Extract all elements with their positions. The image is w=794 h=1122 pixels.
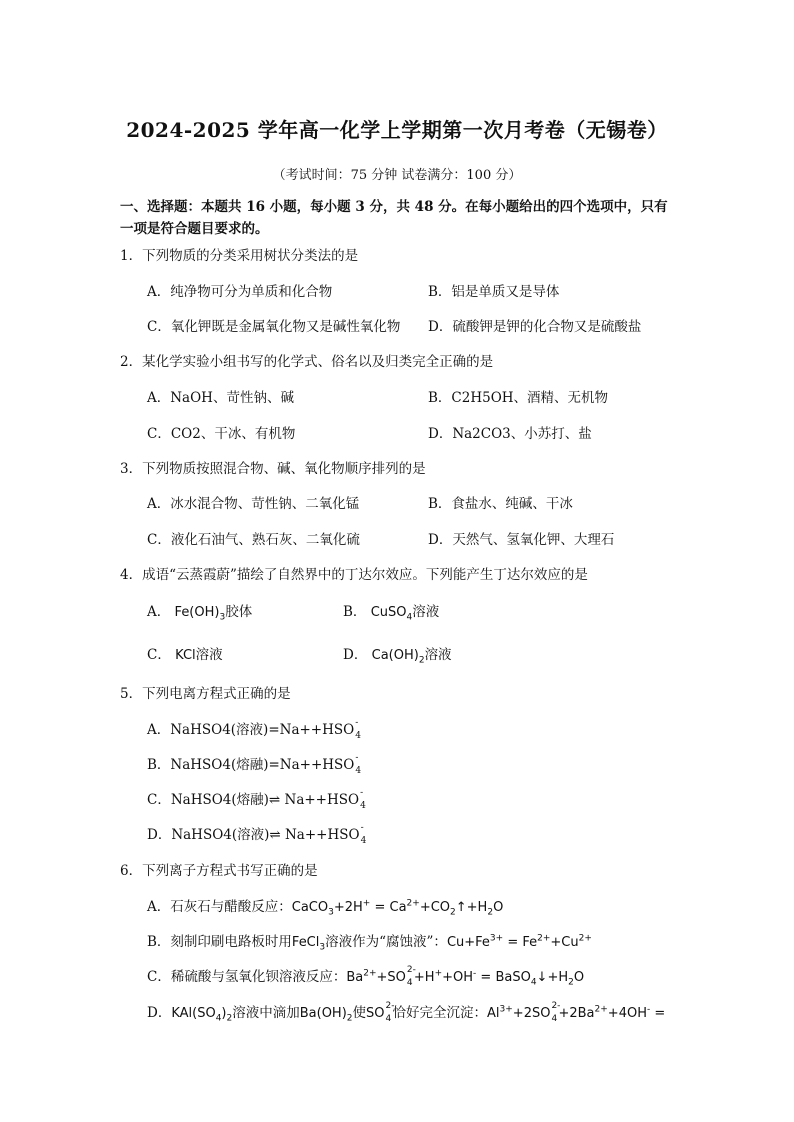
option-b-solvent: 溶液 [412,604,440,620]
formula-fecl3: FeCl$_3$ [291,935,326,953]
formula-ba-oh-2: $Ba(OH)_2$ [299,1006,353,1024]
formula-fe-oh-3: $Fe(OH)_3$ [174,605,226,623]
equation-b: $Cu+Fe^{3+} = Fe^{2+}+Cu^{2+}$ [446,933,592,950]
question-3-stem: 3．下列物质按照混合物、碱、氧化物顺序排列的是 [120,461,426,477]
question-1-stem: 1．下列物质的分类采用树状分类法的是 [120,248,359,264]
formula-so4-2minus: SO 2- 4 [366,1000,395,1024]
question-4-option-b [343,600,440,623]
question-4-stem: 4．成语“云蒸霞蔚”描绘了自然界中的丁达尔效应。下列能产生丁达尔效应的是 [120,567,588,583]
option-d-label: D． [147,1005,172,1021]
option-c-label: C．稀硫酸与氢氧化钡溶液反应： [147,969,347,985]
question-5-stem: 5．下列电离方程式正确的是 [120,686,291,702]
option-b-text: B．NaHSO4(熔融)=Na++HSO [147,757,355,773]
question-5-option-b [147,752,362,776]
formula-kcl: KCl [175,648,196,663]
option-a-label: A． [147,604,171,620]
question-6-option-d [147,1000,666,1024]
equation-d: $Al^{3+}+2SO$ 2- 4 $+2Ba^{2+}+4OH^-$ = [487,1000,666,1024]
option-b-label: B． [343,604,367,620]
equation-c: $Ba^{2+}+SO$ 2- 4 $+H^++OH^- = BaSO_4↓+H_2O$ [346,964,585,988]
option-d-mid3: 恰好完全沉淀： [392,1005,487,1021]
question-6-option-b [147,930,592,953]
question-3-option-a: A．冰水混合物、苛性钠、二氧化锰 [147,496,360,512]
question-5-option-a [147,717,362,741]
option-a-text: A．NaHSO4(溶液)=Na++HSO [147,722,355,738]
option-a-label: A．石灰石与醋酸反应： [147,899,292,915]
question-6-stem: 6．下列离子方程式书写正确的是 [120,863,318,879]
exam-subtitle: （考试时间：75 分钟 试卷满分：100 分） [272,168,522,183]
question-6-option-c [147,964,585,988]
question-4-option-a [147,600,253,623]
question-3-option-c: C．液化石油气、熟石灰、二氧化硫 [147,532,360,548]
charge-sub: - 4 [355,752,362,776]
section-instructions: 一、选择题：本题共 16 小题，每小题 3 分，共 48 分。在每小题给出的四个选项中，只有一项是符合题目要求的。 [120,199,668,237]
question-1-option-c: C．氧化钾既是金属氧化物又是碱性氧化物 [147,319,401,335]
formula-ca-oh-2: $Ca(OH)_2$ [371,648,425,666]
question-2-option-b: B．C2H5OH、酒精、无机物 [428,390,609,406]
option-d-text: D．NaHSO4(溶液)⇌ Na++HSO [147,827,360,843]
option-c-text: C．NaHSO4(熔融)⇌ Na++HSO [147,792,360,808]
question-3-option-b: B．食盐水、纯碱、干冰 [428,496,573,512]
option-d-mid1: 溶液中滴加 [232,1005,300,1021]
option-b-mid: 溶液作为“腐蚀液”： [325,934,447,950]
exam-title: 2024-2025 学年高一化学上学期第一次月考卷（无锡卷） [126,118,668,142]
option-d-mid2: 使 [352,1005,367,1021]
charge-sub: - 4 [360,787,366,811]
option-c-label: C． [147,647,171,663]
question-6-option-a [147,895,504,918]
question-2-option-c: C．CO2、干冰、有机物 [147,426,296,442]
question-2-stem: 2．某化学实验小组书写的化学式、俗名以及归类完全正确的是 [120,354,494,370]
option-d-solvent: 溶液 [424,647,452,663]
question-4-option-c [147,643,223,663]
question-1-option-a: A．纯净物可分为单质和化合物 [147,284,333,300]
question-5-option-c [147,787,367,811]
option-b-label: B．刻制印刷电路板时用 [147,934,292,950]
question-4-option-d [343,643,452,666]
charge-sub: - 4 [355,717,361,741]
question-3-option-d: D．天然气、氢氧化钾、大理石 [428,532,615,548]
option-a-solvent: 胶体 [225,604,253,620]
option-d-label: D． [343,647,368,663]
charge-sub: - 4 [360,822,367,846]
question-2-option-d: D．Na2CO3、小苏打、盐 [428,426,592,442]
question-1-option-b: B．铝是单质又是导体 [428,284,560,300]
question-5-option-d [147,822,368,846]
formula-cuso4: CuSO$_4$ [370,605,413,623]
question-2-option-a: A．NaOH、苛性钠、碱 [147,390,294,406]
formula-kal-so4-2: $KAl(SO_4)_2$ [171,1006,233,1024]
option-c-solvent: 溶液 [195,647,223,663]
equation-a: CaCO$_3$+2H+ = $Ca^{2+}+CO_2↑+H_2O$ [291,898,504,918]
question-1-option-d: D．硫酸钾是钾的化合物又是硫酸盐 [428,319,642,335]
